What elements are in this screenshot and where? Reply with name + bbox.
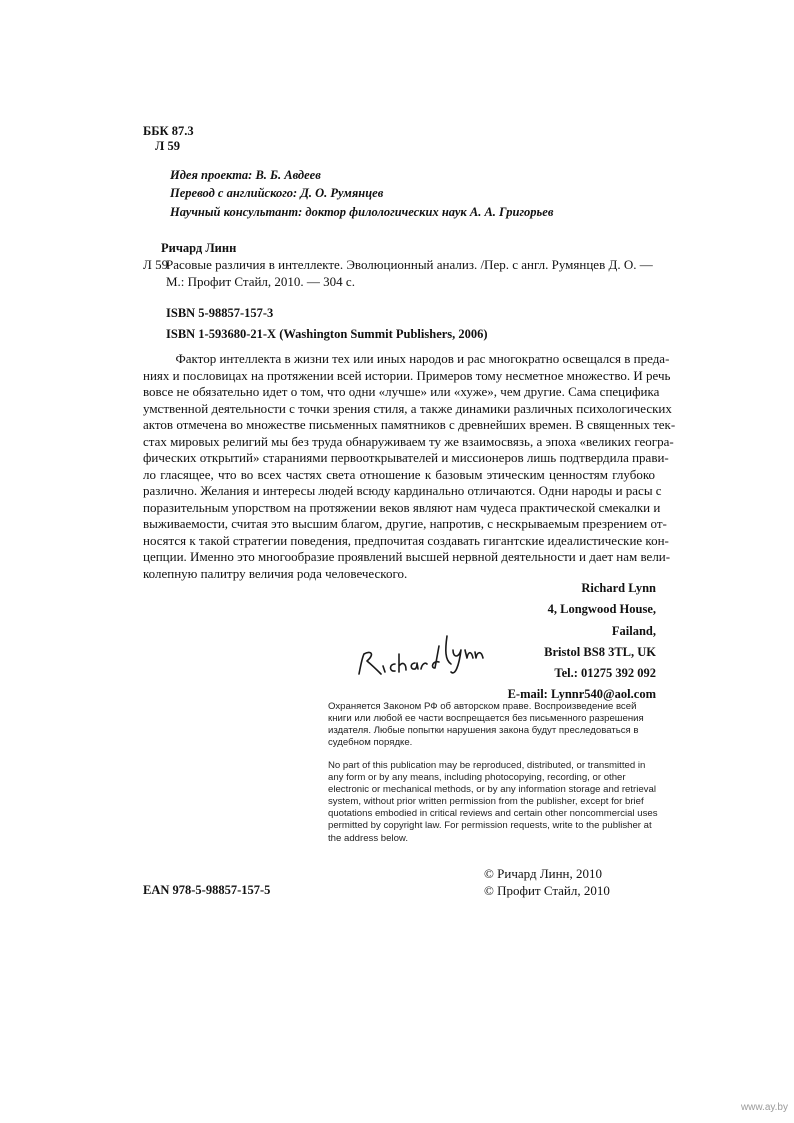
address-line: Bristol BS8 3TL, UK: [544, 644, 656, 659]
abstract-line: носятся к такой стратегии поведения, предпочитая создавать гигантские идеалистические кон-: [143, 532, 669, 548]
ean-code: EAN 978-5-98857-157-5: [143, 883, 271, 897]
abstract-line: колепную палитру величия рода человеческого.: [143, 565, 408, 581]
legal-notice-english: No part of this publication may be reproduced, distributed, or transmitted in any form or by any means, including photocopying, recording, or other electronic or mechanical methods, or by any information storage and retrieval system, without prior written permission from the publisher, except for brief quotations embodied in critical reviews and certain other noncommercial uses permitted by copyright law. For permission requests, write to the publisher at the address below.: [328, 760, 658, 844]
abstract-paragraph: [143, 351, 676, 582]
abstract-line: фических открытий» стараниями первооткрывателей и миссионеров лишь подтвердила прави-: [143, 450, 669, 465]
bibliographic-description-line1: Расовые различия в интеллекте. Эволюционный анализ. /Пер. с англ. Румянцев Д. О. —: [166, 257, 653, 272]
credits-block: [170, 166, 553, 221]
credit-line-idea: Идея проекта: В. Б. Авдеев: [170, 168, 321, 182]
abstract-line: вовсе не обязательно идет о том, что одни «лучше» или «хуже», чем другие. Сама специфика: [143, 384, 660, 399]
udc-code: Л 59: [155, 139, 180, 153]
credit-line-translation: Перевод с английского: Д. О. Румянцев: [170, 186, 384, 201]
credit-line-consultant: Научный консультант: доктор филологических наук А. А. Григорьев: [170, 204, 554, 219]
isbn-russian: ISBN 5-98857-157-3: [166, 306, 274, 320]
author-name: Ричард Линн: [161, 241, 237, 255]
abstract-line: цепции. Именно это многообразие проявлений высшей нервной деятельности и дает нам вели-: [143, 549, 671, 564]
bbk-code: ББК 87.3: [143, 124, 194, 138]
abstract-line: выживаемости, считая это высшим благом, другие, напротив, с нескрываемым презрением от-: [143, 516, 667, 531]
legal-notice-russian: Охраняется Законом РФ об авторском праве. Воспроизведение всей книги или любой ее части воспрещается без письменного разрешения издателя. Любые попытки нарушения закона будут преследоваться в судебном порядке.: [328, 701, 644, 749]
abstract-line: ло гласящее, что во всех частях света отношение к базовым этическим ценностям глубоко: [143, 466, 655, 482]
address-tel: Tel.: 01275 392 092: [554, 666, 656, 681]
author-address: [508, 578, 656, 706]
abstract-line: актов отмечена во множестве письменных памятников с древнейших времен. В священных тек-: [143, 417, 676, 432]
author-signature: [355, 606, 490, 686]
address-line: 4, Longwood House,: [547, 602, 656, 617]
address-name: Richard Lynn: [581, 581, 656, 595]
address-email: E-mail: Lynnr540@aol.com: [507, 687, 656, 702]
copyright-publisher: © Профит Стайл, 2010: [484, 883, 610, 898]
watermark: www.ay.by: [740, 1102, 788, 1113]
abstract-line: Фактор интеллекта в жизни тех или иных народов и рас многократно освещался в преда-: [143, 351, 670, 366]
isbn-original: ISBN 1-593680-21-X (Washington Summit Publishers, 2006): [166, 327, 488, 341]
copyright-author: © Ричард Линн, 2010: [484, 866, 603, 881]
abstract-line: умственной деятельности с точки зрения стиля, а также динамики различных психологических: [143, 400, 672, 416]
abstract-line: ниях и пословицах на протяжении всей истории. Примеров тому несметное множество. И речь: [143, 367, 671, 383]
abstract-line: различно. Желания и интересы людей всюду кардинально отличаются. Одни народы и расы с: [143, 483, 662, 498]
bibliographic-description-line2: М.: Профит Стайл, 2010. — 304 с.: [166, 274, 355, 289]
catalog-code: Л 59: [143, 257, 169, 272]
address-line: Failand,: [611, 623, 656, 638]
abstract-line: поразительным упорством на протяжении веков являют нам чудеса практической смекалки и: [143, 499, 661, 515]
abstract-line: стах мировых религий мы без труда обнаруживаем ту же взаимосвязь, а эпоха «великих геогра-: [143, 433, 674, 449]
